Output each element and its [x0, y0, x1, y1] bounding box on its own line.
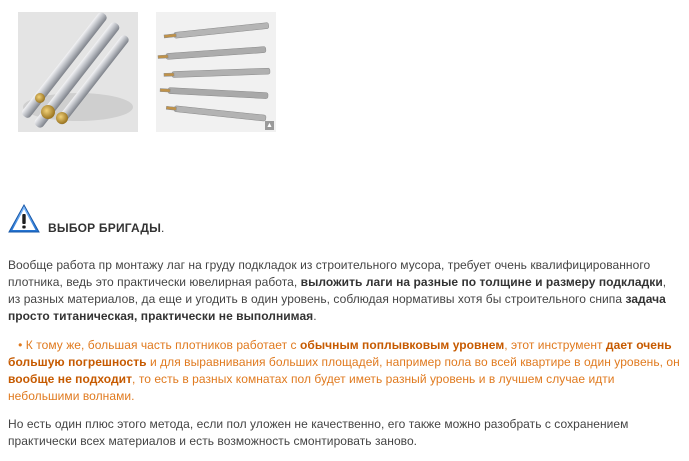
paragraph-method-advantage: Но есть один плюс этого метода, если пол уложен не качественно, его также можно разобрать с сохранением практически всех материалов и есть возможность смонтировать заново.	[8, 417, 629, 448]
bullet: •	[18, 338, 23, 352]
expand-icon[interactable]: ▲	[266, 122, 273, 129]
photo-dowels-metal[interactable]	[18, 12, 138, 132]
paragraph-level-tool-note: • К тому же, большая часть плотников работает с обычным поплывковым уровнем, этот инструмент дает очень большую погрешность и для выравнивания больших площадей, например пола во всей квартире в один уровень, он вообще не подходит, то есть в разных комнатах пол будет иметь разный уровень и в лучшем случае идти небольшими волнами.	[8, 338, 680, 403]
photo-icon	[156, 12, 276, 132]
photo-dowels-plastic[interactable]	[156, 12, 276, 132]
section-heading	[8, 203, 165, 235]
warning-icon	[8, 203, 40, 235]
photo-icon	[18, 12, 138, 132]
section-title: ВЫБОР БРИГАДЫ.	[48, 221, 165, 235]
paragraph-method-description: Вообще работа пр монтажу лаг на груду подкладок из строительного мусора, требует очень квалифицированного плотника, ведь это практически ювелирная работа, выложить лаги на разные по толщине и размеру подкладки, из разных материалов, да еще и угодить в один уровень, соблюдая нормативы хотя бы строительного снипа задача просто титаническая, практически не выполнимая.	[8, 258, 667, 323]
